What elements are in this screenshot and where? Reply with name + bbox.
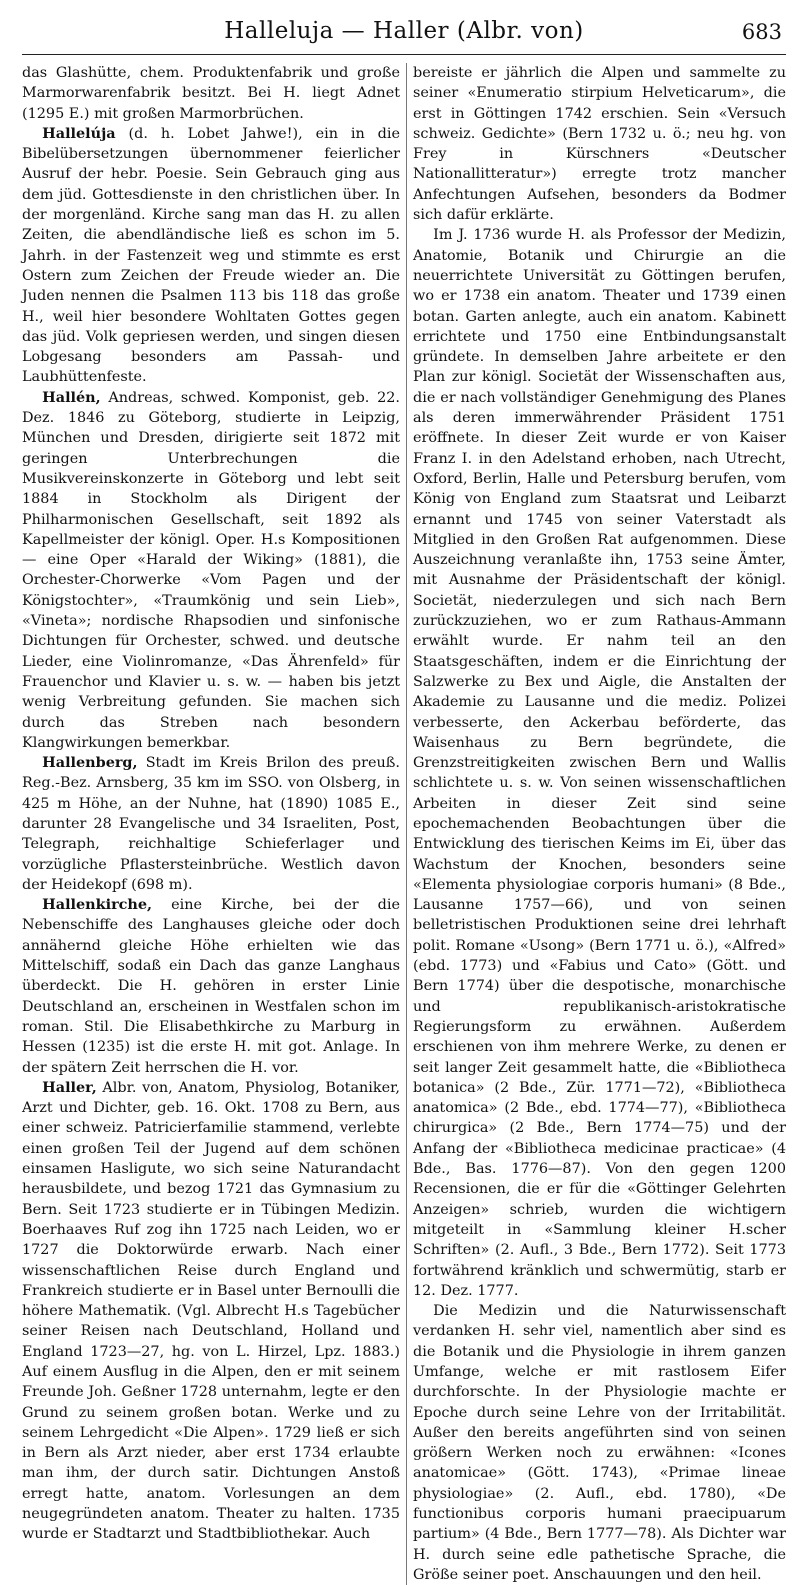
entry-lemma: Hallenberg, [42, 754, 138, 772]
entry-lemma: Haller, [42, 1078, 97, 1096]
left-column [22, 63, 400, 1585]
entry-text: eine Kirche, bei der die Nebenschiffe des Langhauses gleiche oder doch annähernd gleiche Höhe erhielten wie das Mittelschiff, sodaß ein Dach das ganze Langhaus überdeckt. Die H. gehören in erster Linie Deutschland an, erscheinen in Westfalen schon im roman. Stil. Die Elisabethkirche zu Marburg in Hessen (1235) ist die erste H. mit got. Anlage. In der spätern Zeit herrschen die H. vor. [22, 897, 400, 1076]
entry-text: (d. h. Lobet Jahwe!), ein in die Bibelübersetzungen übernommener feierlicher Ausruf der hebr. Poesie. Sein Gebrauch ging aus dem jüd. Gottesdienste in den christlichen über. In der morgenländ. Kirche sang man das H. zu allen Zeiten, die abendländische ließ es schon im 5. Jahrh. in der Fastenzeit weg und stimmte es erst Ostern zum Zeichen der Freude wieder an. Die Juden nennen die Psalmen 113 bis 118 das große H., weil hier besondere Wohltaten Gottes gegen das jüd. Volk gepriesen werden, und singen diesen Lobgesang besonders am Passah- und Laubhüttenfeste. [22, 125, 400, 386]
entry-lemma: Hallenkirche, [42, 896, 153, 914]
entry-lemma: Hallelúja [42, 124, 116, 142]
entry-lemma: Hallén, [42, 388, 101, 406]
page-number: 683 [741, 20, 782, 44]
paragraph [413, 63, 786, 225]
entry [22, 753, 400, 895]
entry-text: Andreas, schwed. Komponist, geb. 22. Dez. 1846 zu Göteborg, studierte in Leipzig, München und Dresden, dirigierte seit 1872 mit geringen Unterbrechungen die Musikvereinskonzerte in Göteborg und lebt seit 1884 in Stockholm als Dirigent der Philharmonischen Gesellschaft, seit 1892 als Kapellmeister der königl. Oper. H.s Kompositionen — eine Oper «Harald der Wiking» (1881), die Orchester-Chorwerke «Vom Pagen und der Königstochter», «Traumkönig und sein Lieb», «Vineta»; nordische Rhapsodien und sinfonische Dichtungen für Orchester, schwed. und deutsche Lieder, eine Violinromanze, «Das Ährenfeld» für Frauenchor und Klavier u. s. w. — haben bis jetzt wenig Verbreitung gefunden. Sie machen sich durch das Streben nach besondern Klangwirkungen bemerkbar. [22, 389, 400, 751]
running-header [22, 10, 786, 55]
entry [22, 895, 400, 1078]
column-divider [406, 63, 407, 1585]
entry-text: Albr. von, Anatom, Physiolog, Botaniker, Arzt und Dichter, geb. 16. Okt. 1708 zu Bern, aus einer schweiz. Patricierfamilie stammend, verlebte einen großen Teil der Jugend auf dem schönen einsamen Hasligute, wo sich seine Naturandacht herausbildete, und bezog 1721 das Gymnasium zu Bern. Seit 1723 studierte er in Tübingen Medizin. Boerhaaves Ruf zog ihn 1725 nach Leiden, wo er 1727 die Doktorwürde erwarb. Nach einer wissenschaftlichen Reise durch England und Frankreich studierte er in Basel unter Bernoulli die höhere Mathematik. (Vgl. Albrecht H.s Tagebücher seiner Reisen nach Deutschland, Holland und England 1723—27, hg. von L. Hirzel, Lpz. 1883.) Auf einem Ausflug in die Alpen, den er mit seinem Freunde Joh. Geßner 1728 unternahm, legte er den Grund zu seinem großen botan. Werke und zu seinem Lehrgedicht «Die Alpen». 1729 ließ er sich in Bern als Arzt nieder, aber erst 1734 erlaubte man ihm, der durch satir. Dichtungen Anstoß erregt hatte, anatom. Vorlesungen an dem neugegründeten anatom. Theater zu halten. 1735 wurde er Stadtarzt und Stadtbibliothekar. Auch [22, 1079, 400, 1543]
header-title: Halleluja — Haller (Albr. von) [224, 18, 584, 44]
paragraph-text: Im J. 1736 wurde H. als Professor der Medizin, Anatomie, Botanik und Chirurgie an die neuerrichtete Universität zu Göttingen berufen, wo er 1738 ein anatom. Theater und 1739 einen botan. Garten anlegte, auch ein anatom. Kabinett errichtete und 1750 eine Entbindungsanstalt gründete. In demselben Jahre arbeitete er den Plan zur königl. Societät der Wissenschaften aus, die er nach vollständiger Genehmigung des Planes als deren immerwährender Präsident 1751 eröffnete. In dieser Zeit wurde er von Kaiser Franz I. in den Adelstand erhoben, nach Utrecht, Oxford, Berlin, Halle und Petersburg berufen, vom König von England zum Staatsrat und Leibarzt ernannt und 1745 von seiner Vaterstadt als Mitglied in den Großen Rat aufgenommen. Diese Auszeichnung veranlaßte ihn, 1753 seine Ämter, mit Ausnahme der Präsidentschaft der königl. Societät, niederzulegen und sich nach Bern zurückzuziehen, wo er zum Rathaus-Ammann erwählt wurde. Er nahm teil an den Staatsgeschäften, indem er die Einrichtung der Salzwerke zu Bex und Aigle, die Anstalten der Akademie zu Lausanne und die mediz. Polizei verbesserte, den Ackerbau beförderte, das Waisenhaus zu Bern begründete, die Grenzstreitigkeiten zwischen Bern und Wallis schlichtete u. s. w. Von seinen wissenschaftlichen Arbeiten in dieser Zeit sind seine epochemachenden Beobachtungen über die Entwicklung des tierischen Keims im Ei, über das Wachstum der Knochen, besonders seine «Elementa physiologiae corporis humani» (8 Bde., Lausanne 1757—66), und von seinen belletristischen Produktionen seine drei lehrhaft polit. Romane «Usong» (Bern 1771 u. ö.), «Alfred» (ebd. 1773) und «Fabius und Cato» (Gött. und Bern 1774) über die despotische, monarchische und republikanisch-aristokratische Regierungsform zu erwähnen. Außerdem erschienen von ihm mehrere Werke, zu denen er seit langer Zeit gesammelt hatte, die «Bibliotheca botanica» (2 Bde., Zür. 1771—72), «Bibliotheca anatomica» (2 Bde., ebd. 1774—77), «Bibliotheca chirurgica» (2 Bde., Bern 1774—75) und der Anfang der «Bibliotheca medicinae practicae» (4 Bde., Bas. 1776—87). Von den gegen 1200 Recensionen, die er für die «Göttinger Gelehrten Anzeigen» schrieb, wurden die wichtigern mitgeteilt in «Sammlung kleiner H.scher Schriften» (2. Aufl., 3 Bde., Bern 1772). Seit 1773 fortwährend kränklich und schwermütig, starb er 12. Dez. 1777. [413, 227, 786, 1299]
entry [22, 388, 400, 753]
paragraph [413, 1301, 786, 1585]
paragraph [413, 225, 786, 1301]
entry [22, 63, 400, 124]
entry-text: das Glashütte, chem. Produktenfabrik und große Marmorwarenfabrik besitzt. Bei H. liegt Adnet (1295 E.) mit großen Marmorbrüchen. [22, 65, 400, 122]
entry-text: Stadt im Kreis Brilon des preuß. Reg.-Bez. Arnsberg, 35 km im SSO. von Olsberg, in 425 m Höhe, an der Nuhne, hat (1890) 1085 E., darunter 28 Evangelische und 34 Israeliten, Post, Telegraph, reichhaltige Schieferlager und vorzügliche Pflastersteinbrüche. Westlich davon der Heidekopf (698 m). [22, 755, 400, 893]
right-column [413, 63, 786, 1585]
text-columns [22, 63, 786, 1585]
paragraph-text: bereiste er jährlich die Alpen und sammelte zu seiner «Enumeratio stirpium Helveticarum», die erst in Göttingen 1742 erschien. Sein «Versuch schweiz. Gedichte» (Bern 1732 u. ö.; neu hg. von Frey in Kürschners «Deutscher Nationallitteratur») erregte trotz mancher Anfechtungen Aufsehen, besonders da Bodmer sich dafür erklärte. [413, 65, 786, 224]
paragraph-text: Die Medizin und die Naturwissenschaft verdanken H. sehr viel, namentlich aber sind es die Botanik und die Physiologie in ihrem ganzen Umfange, welche er mit rastlosem Eifer durchforschte. In der Physiologie machte er Epoche durch seine Lehre von der Irritabilität. Außer den bereits angeführten sind von seinen größern Werken noch zu erwähnen: «Icones anatomicae» (Gött. 1743), «Primae lineae physiologiae» (2. Aufl., ebd. 1780), «De functionibus corporis humani praecipuarum partium» (4 Bde., Bern 1777—78). Als Dichter war H. durch seine edle pathetische Sprache, die Größe seiner poet. Anschauungen und den heil. [413, 1303, 786, 1583]
entry [22, 124, 400, 388]
entry [22, 1078, 400, 1545]
